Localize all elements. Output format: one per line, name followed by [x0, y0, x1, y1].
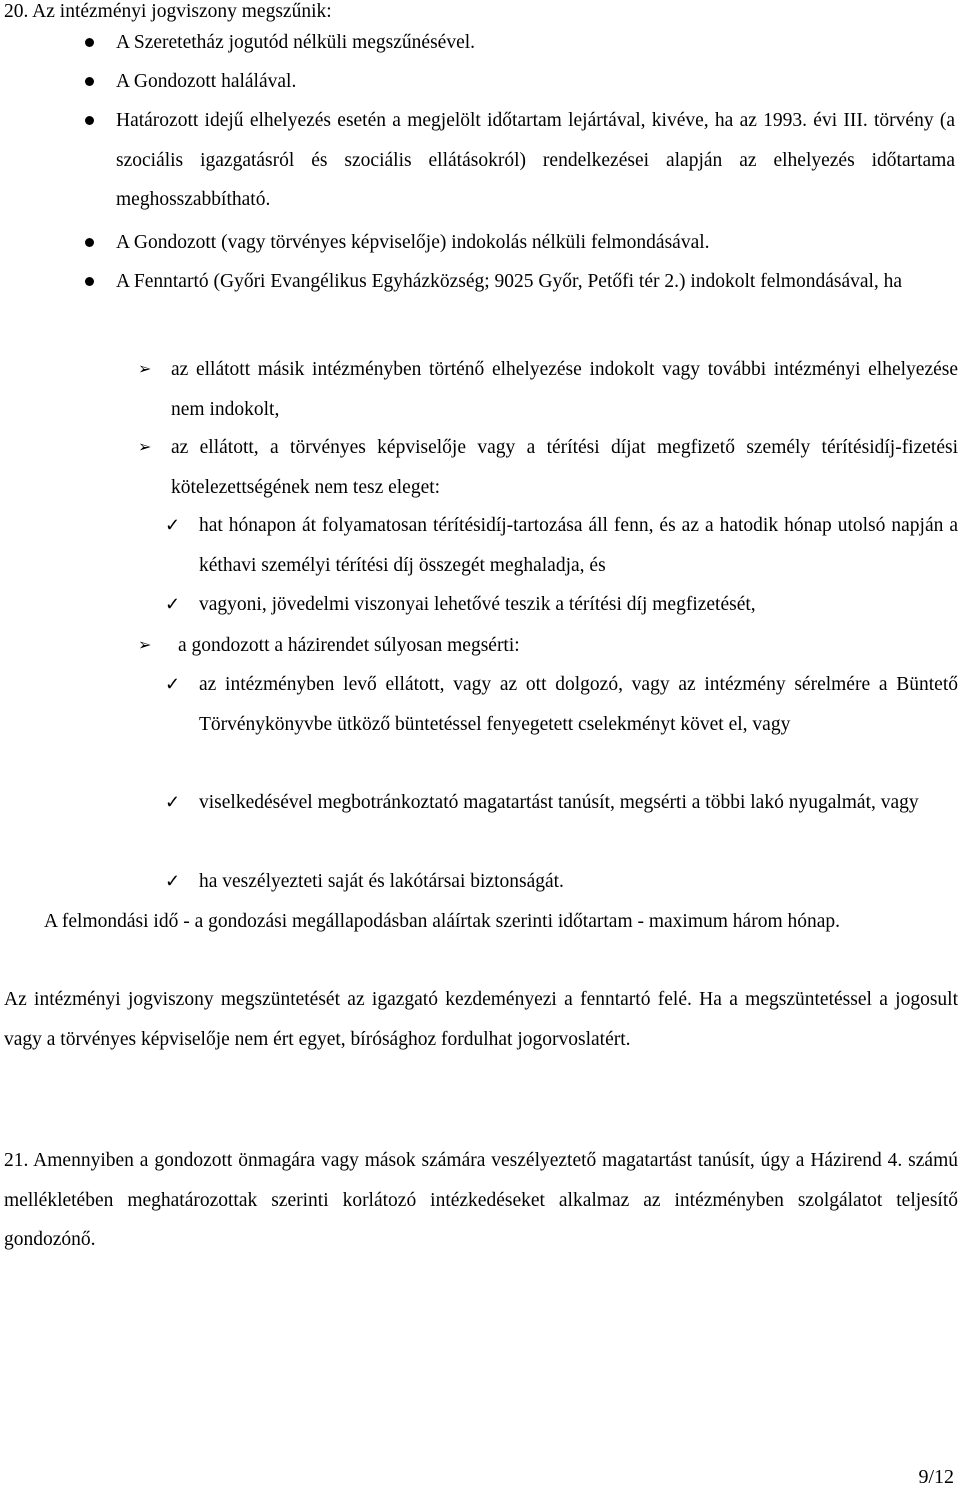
check-item-text: az intézményben levő ellátott, vagy az ott dolgozó, vagy az intézmény sérelmére a Büntető Törvénykönyvbe ütköző büntetéssel fenyegetett cselekményt követ el, vagy [199, 674, 958, 735]
section-heading-20: 20. Az intézményi jogviszony megszűnik: [4, 1, 332, 22]
notice-period-paragraph: A felmondási idő - a gondozási megállapodásban aláírtak szerinti időtartam - maximum három hónap. [44, 911, 841, 932]
check-item-text: hat hónapon át folyamatosan térítésidíj-tartozása áll fenn, és az a hatodik hónap utolsó napján a kéthavi személyi térítési díj összegét meghaladja, és [199, 515, 958, 576]
check-icon: ✓ [165, 594, 181, 614]
check-icon: ✓ [165, 871, 181, 891]
arrow-icon: ➢ [138, 439, 152, 456]
bullet-text: A Gondozott (vagy törvényes képviselője) indokolás nélküli felmondásával. [116, 232, 710, 253]
sub-item [138, 626, 958, 666]
check-item-text: ha veszélyezteti saját és lakótársai biztonságát. [199, 871, 564, 892]
bullet-item [83, 223, 955, 263]
check-item [165, 862, 958, 902]
bullet-item [83, 23, 955, 63]
arrow-icon: ➢ [138, 637, 152, 654]
sub-item [138, 350, 958, 429]
sub-item [138, 428, 958, 507]
arrow-icon: ➢ [138, 361, 152, 378]
bullet-item [83, 262, 955, 302]
check-item [165, 665, 958, 744]
check-icon: ✓ [165, 515, 181, 535]
bullet-text: Határozott idejű elhelyezés esetén a megjelölt időtartam lejártával, kivéve, ha az 1993. évi III. törvény (a szociális igazgatásról és szociális ellátásokról) rendelkezései alapján az elhelyezés időtartama meghosszabbítható. [116, 110, 955, 210]
check-item [165, 783, 958, 823]
sub-item-text: az ellátott másik intézményben történő elhelyezése indokolt vagy további intézményi elhelyezése nem indokolt, [171, 359, 958, 420]
check-icon: ✓ [165, 792, 181, 812]
bullet-text: A Szeretetház jogutód nélküli megszűnésével. [116, 32, 476, 53]
bullet-text: A Fenntartó (Győri Evangélikus Egyházközség; 9025 Győr, Petőfi tér 2.) indokolt felmondásával, ha [116, 271, 903, 292]
check-item [165, 585, 958, 625]
sub-item-text: az ellátott, a törvényes képviselője vagy a térítési díjat megfizető személy térítésidíj-fizetési kötelezettségének nem tesz eleget: [171, 437, 958, 498]
check-item [165, 506, 958, 585]
bullet-item [83, 62, 955, 102]
check-icon: ✓ [165, 674, 181, 694]
page-number: 9/12 [918, 1466, 954, 1488]
check-item-text: viselkedésével megbotránkoztató magatartást tanúsít, megsérti a többi lakó nyugalmát, vagy [199, 792, 919, 813]
section-21-paragraph: 21. Amennyiben a gondozott önmagára vagy mások számára veszélyeztető magatartást tanúsít, úgy a Házirend 4. számú mellékletében meghatározottak szerinti korlátozó intézkedéseket alkalmaz az intézményben szolgálatot teljesítő gondozónő. [4, 1150, 958, 1250]
check-item-text: vagyoni, jövedelmi viszonyai lehetővé teszik a térítési díj megfizetését, [199, 594, 756, 615]
bullet-item [83, 101, 955, 220]
sub-item-text: a gondozott a házirendet súlyosan megsérti: [178, 635, 520, 656]
termination-paragraph: Az intézményi jogviszony megszüntetését az igazgató kezdeményezi a fenntartó felé. Ha a megszüntetéssel a jogosult vagy a törvényes képviselője nem ért egyet, bírósághoz fordulhat jogorvoslatért. [4, 989, 958, 1050]
bullet-text: A Gondozott halálával. [116, 71, 297, 92]
